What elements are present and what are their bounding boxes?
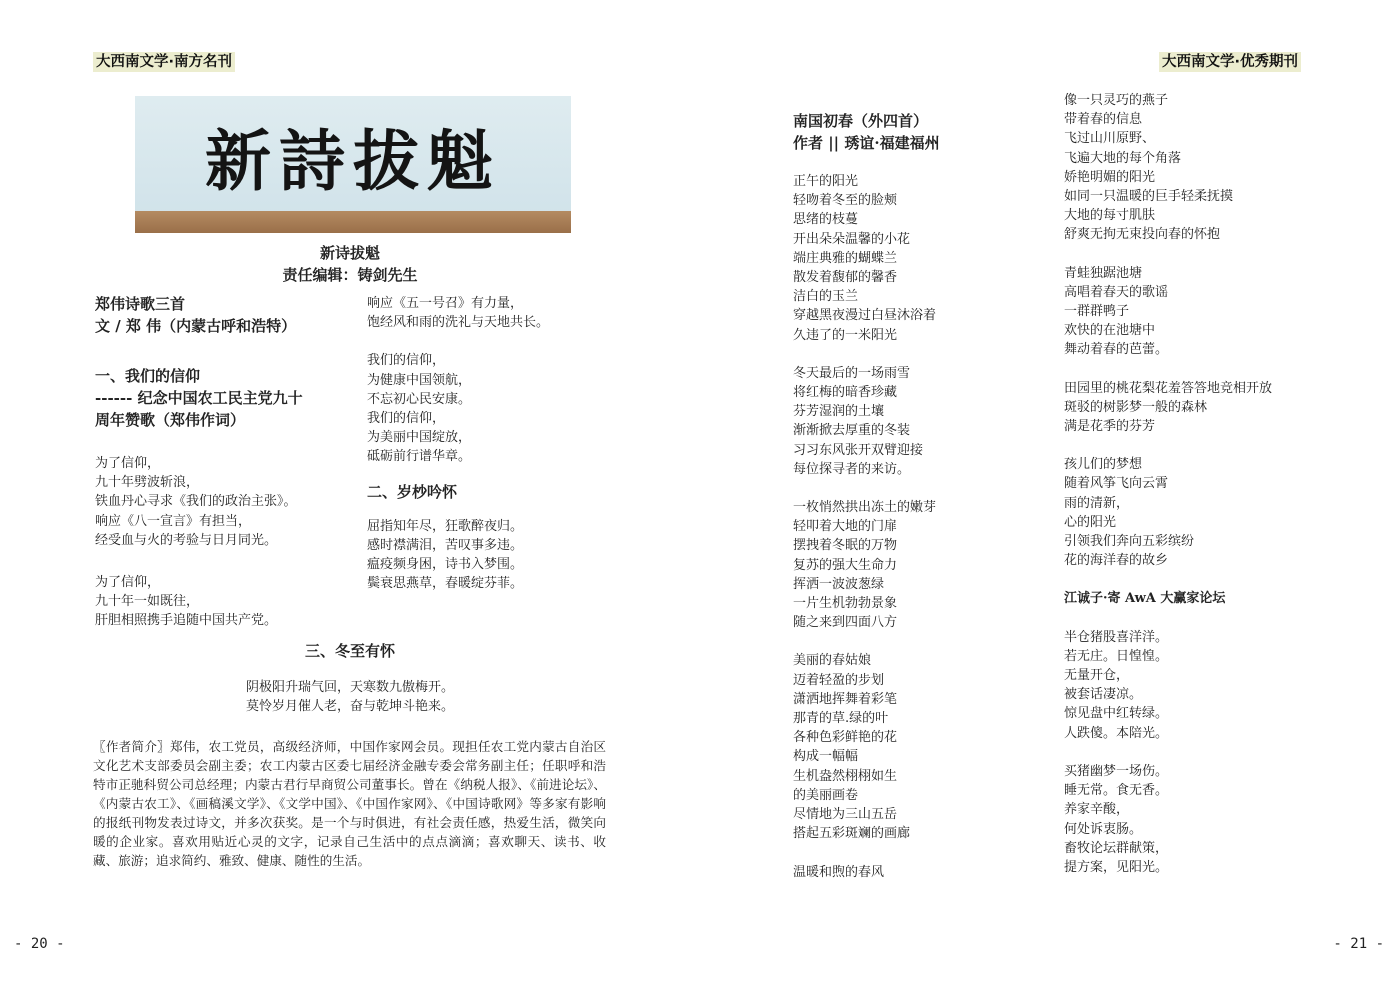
poem-line: 飞过山川原野、 bbox=[1064, 131, 1156, 147]
column-editor: 责任编辑：铸剑先生 bbox=[282, 266, 418, 284]
poem-line: 像一只灵巧的燕子 bbox=[1064, 93, 1169, 108]
poem-line: 生机盎然栩栩如生 bbox=[793, 768, 898, 784]
poem-line: 复苏的强大生命力 bbox=[793, 557, 898, 573]
poem-line: 挥洒一波波葱绿 bbox=[793, 576, 885, 592]
poem-line: 散发着馥郁的馨香 bbox=[793, 270, 898, 286]
author-bio bbox=[93, 737, 606, 870]
poem-line: 如同一只温暖的巨手轻柔抚摸 bbox=[1064, 189, 1234, 205]
poem-subtitle-line: ------ 纪念中国农工民主党九十 bbox=[95, 389, 303, 407]
poem-line: 欢快的在池塘中 bbox=[1064, 323, 1156, 339]
poem-line: 花的海洋春的故乡 bbox=[1064, 553, 1169, 569]
poem-line: 习习东风张开双臂迎接 bbox=[793, 442, 924, 458]
poem-line: 为美丽中国绽放， bbox=[367, 430, 472, 446]
poem-line: 带着春的信息 bbox=[1064, 112, 1143, 128]
poem-line: 饱经风和雨的洗礼与天地共长。 bbox=[367, 315, 550, 331]
zheng-poems-left-column bbox=[95, 293, 355, 631]
poem-line: 为了信仰， bbox=[95, 575, 161, 591]
poem-line: 何处诉衷肠。 bbox=[1064, 821, 1143, 837]
stanza bbox=[95, 454, 355, 631]
poem-line: 那青的草.绿的叶 bbox=[793, 711, 889, 727]
poem-line: 飞遍大地的每个角落 bbox=[1064, 150, 1182, 166]
poem-title: 一、我们的信仰 bbox=[95, 367, 201, 385]
poem-line: 芬芳湿润的土壤 bbox=[793, 404, 885, 420]
poem-line: 不忘初心民安康。 bbox=[367, 391, 472, 407]
poem-line: 九十年一如既往， bbox=[95, 594, 200, 610]
right-page-number: - 21 - bbox=[1333, 936, 1384, 952]
poem-line: 轻吻着冬至的脸颊 bbox=[793, 193, 898, 209]
poem-line: 一片生机勃勃景象 bbox=[793, 596, 898, 612]
poem-line: 一枚悄然拱出冻土的嫩芽 bbox=[793, 500, 937, 516]
poem-line: 温暖和煦的春风 bbox=[793, 864, 885, 880]
poem-line: 搭起五彩斑斓的画廊 bbox=[793, 826, 911, 842]
poem-title: 三、冬至有怀 bbox=[304, 642, 395, 660]
poem-line: 瘟疫频身困，诗书入梦围。 bbox=[367, 557, 524, 573]
poem-line: 无量开仓， bbox=[1064, 668, 1130, 684]
poem-line: 摆拽着冬眠的万物 bbox=[793, 538, 898, 554]
nanguo-poem-column-1 bbox=[793, 110, 1053, 882]
poem-line: 经受血与火的考验与日月同光。 bbox=[95, 532, 278, 548]
poem-line: 感时襟满泪，苦叹事多违。 bbox=[367, 537, 524, 553]
poem-line: 引领我们奔向五彩缤纷 bbox=[1064, 534, 1195, 550]
poem-line: 正午的阳光 bbox=[793, 174, 859, 189]
poem-line: 半仓猪股喜洋洋。 bbox=[1064, 629, 1169, 645]
poem-line: 若无庄。日惶惶。 bbox=[1064, 648, 1169, 664]
poem-line: 冬天最后的一场雨雪 bbox=[793, 365, 911, 381]
zheng-poems-right-column bbox=[367, 294, 607, 593]
poem-line: 美丽的春姑娘 bbox=[793, 653, 872, 669]
poem-line: 莫怜岁月催人老，奋与乾坤斗艳来。 bbox=[245, 699, 454, 715]
poem-line: 为健康中国领航， bbox=[367, 372, 472, 388]
poem-title: 江诚子·寄 AwA 大赢家论坛 bbox=[1064, 591, 1226, 607]
calligraphy-banner-image bbox=[135, 96, 571, 233]
poem-line: 砥砺前行谱华章。 bbox=[367, 449, 472, 465]
poem-line: 买猪幽梦一场伤。 bbox=[1064, 763, 1169, 779]
poem-line: 斑驳的树影梦一般的森林 bbox=[1064, 399, 1208, 415]
poem-line: 畜牧论坛群献策， bbox=[1064, 840, 1169, 856]
poem-line: 为了信仰， bbox=[95, 456, 161, 471]
poem-line: 开出朵朵温馨的小花 bbox=[793, 231, 911, 247]
poem-line: 我们的信仰， bbox=[367, 353, 446, 369]
left-running-header: 大西南文学·南方名刊 bbox=[93, 52, 235, 72]
poem-line: 提方案，见阳光。 bbox=[1064, 859, 1169, 875]
poem-line: 响应《八一宣言》有担当， bbox=[95, 513, 252, 529]
column-heading bbox=[240, 242, 460, 286]
poem-line: 心的阳光 bbox=[1064, 514, 1117, 530]
poem-line: 人跌傻。本陪光。 bbox=[1064, 725, 1169, 741]
poem-line: 一群群鸭子 bbox=[1064, 304, 1130, 320]
bio-label: 〖作者简介〗 bbox=[93, 739, 170, 754]
poem-line: 久违了的一米阳光 bbox=[793, 327, 898, 343]
right-running-header: 大西南文学·优秀期刊 bbox=[1159, 52, 1301, 72]
poem-line: 轻叩着大地的门扉 bbox=[793, 519, 898, 535]
poem-line: 田园里的桃花梨花羞答答地竞相开放 bbox=[1064, 380, 1273, 396]
poem-line: 睡无常。食无香。 bbox=[1064, 783, 1169, 799]
article-title: 南国初春（外四首） bbox=[793, 112, 929, 130]
poem-line: 将红梅的暗香珍藏 bbox=[793, 385, 898, 401]
poem-line: 高唱着春天的歌谣 bbox=[1064, 284, 1169, 300]
poem-line: 惊见盘中红转绿。 bbox=[1064, 706, 1169, 722]
nanguo-poem-column-2 bbox=[1064, 91, 1344, 877]
poem-line: 端庄典雅的蝴蝶兰 bbox=[793, 250, 898, 266]
poem-line: 青蛙独踞池塘 bbox=[1064, 265, 1143, 281]
poem-line: 养家辛酸， bbox=[1064, 802, 1130, 818]
poem-line: 大地的每寸肌肤 bbox=[1064, 208, 1156, 224]
poem-line: 响应《五一号召》有力量， bbox=[367, 296, 524, 311]
poem-title: 二、岁杪吟怀 bbox=[367, 482, 458, 501]
poem-subtitle-line: 周年赞歌（郑伟作词） bbox=[95, 411, 246, 429]
poem-line: 屈指知年尽，狂歌醉夜归。 bbox=[367, 518, 524, 534]
poem-line: 每位探寻者的来访。 bbox=[793, 461, 911, 477]
poem-line: 各种色彩鲜艳的花 bbox=[793, 730, 898, 746]
poem-line: 尽情地为三山五岳 bbox=[793, 807, 898, 823]
poem-winter-solstice bbox=[140, 640, 560, 716]
article-author: 作者 || 琇谊·福建福州 bbox=[793, 134, 940, 152]
poem-line: 随之来到四面八方 bbox=[793, 615, 898, 631]
article-title: 郑伟诗歌三首 bbox=[95, 295, 186, 313]
poem-line: 被套话凄凉。 bbox=[1064, 687, 1143, 703]
poem-line: 雨的清新， bbox=[1064, 495, 1130, 511]
poem-line: 构成一幅幅 bbox=[793, 749, 859, 765]
poem-line: 舞动着春的芭蕾。 bbox=[1064, 342, 1169, 358]
poem-line: 阴极阳升瑞气回，天寒数九傲梅开。 bbox=[245, 680, 454, 695]
column-title: 新诗拔魁 bbox=[319, 244, 380, 262]
poem-line: 迈着轻盈的步划 bbox=[793, 672, 885, 688]
calligraphy-text: 新詩拔魁 bbox=[205, 122, 501, 200]
article-author: 文 / 郑 伟（内蒙古呼和浩特） bbox=[95, 317, 297, 335]
poem-line: 鬓衰思燕草，春暖绽芬菲。 bbox=[367, 576, 524, 592]
poem-line: 随着风筝飞向云霄 bbox=[1064, 476, 1169, 492]
poem-line: 我们的信仰， bbox=[367, 411, 446, 427]
poem-line: 穿越黑夜漫过白昼沐浴着 bbox=[793, 308, 937, 324]
poem-line: 思绪的枝蔓 bbox=[793, 212, 859, 228]
poem-line: 舒爽无拘无束投向春的怀抱 bbox=[1064, 227, 1221, 243]
poem-line: 孩儿们的梦想 bbox=[1064, 457, 1143, 473]
poem-line: 洁白的玉兰 bbox=[793, 289, 859, 305]
poem-line: 肝胆相照携手追随中国共产党。 bbox=[95, 613, 278, 629]
bio-text: 郑伟，农工党员，高级经济师，中国作家网会员。现担任农工党内蒙古自治区文化艺术支部委员会副主委；农工内蒙古区委七届经济金融专委会常务副主任；任职呼和浩特市正驰科贸公司总经理；内蒙古君行早商贸公司董事长。曾在《纳税人报》、《前进论坛》、《内蒙古农工》、《画稿溪文学》、《文学中国》、《中国作家网》、《中国诗歌网》等多家有影响的报纸刊物发表过诗文，并多次获奖。是一个与时俱进，有社会责任感，热爱生活，微笑向暖的企业家。喜欢用贴近心灵的文字，记录自己生活中的点点滴滴；喜欢聊天、读书、收藏、旅游；追求简约、雅致、健康、随性的生活。 bbox=[93, 739, 607, 868]
poem-line: 九十年劈波斩浪， bbox=[95, 475, 200, 491]
poem-line: 满是花季的芬芳 bbox=[1064, 419, 1156, 435]
poem-line: 渐渐掀去厚重的冬装 bbox=[793, 423, 911, 439]
poem-line: 铁血丹心寻求《我们的政治主张》。 bbox=[95, 494, 297, 510]
left-page-number: - 20 - bbox=[14, 936, 65, 952]
poem-line: 娇艳明媚的阳光 bbox=[1064, 169, 1156, 185]
poem-line: 的美丽画卷 bbox=[793, 787, 859, 803]
poem-line: 潇洒地挥舞着彩笔 bbox=[793, 691, 898, 707]
